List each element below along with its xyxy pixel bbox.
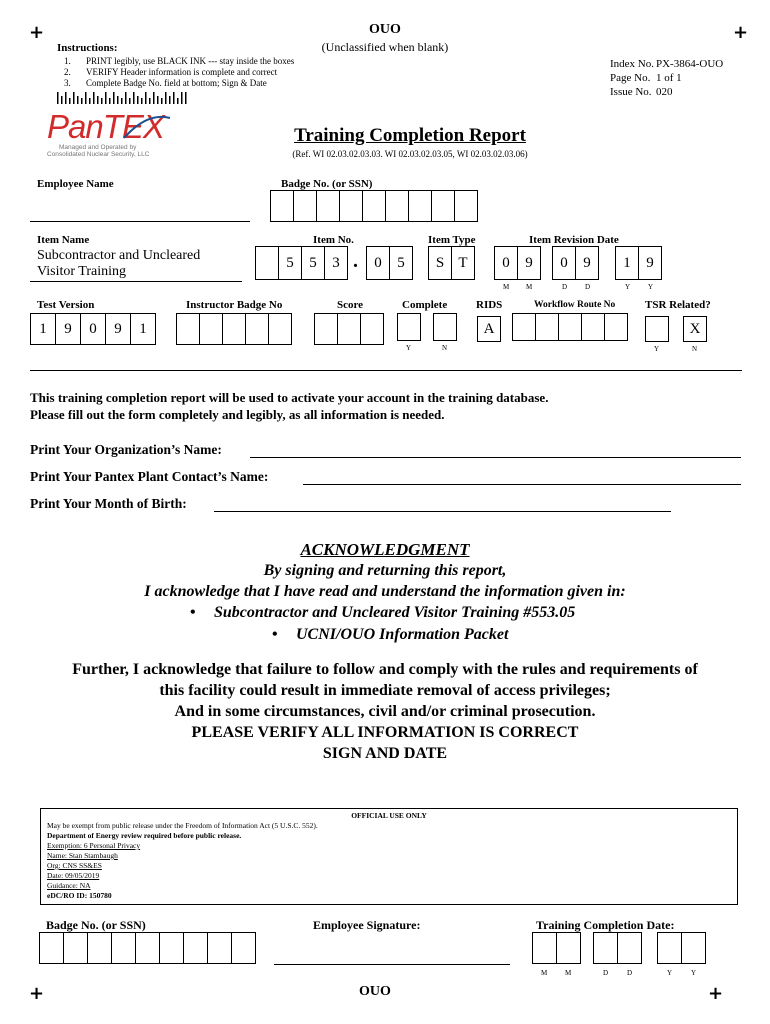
revision-sub-label: D xyxy=(562,283,568,291)
completion-date-sub: D xyxy=(603,969,609,977)
revision-digit: 0 xyxy=(552,246,576,280)
test-version-digit: 0 xyxy=(80,313,106,345)
completion-date-box[interactable] xyxy=(617,932,642,964)
ouo-edc-id: eDC/RO ID: 150780 xyxy=(47,891,112,900)
registration-mark-bottom-left: + xyxy=(29,983,45,1004)
footer-badge-box[interactable] xyxy=(87,932,112,964)
instructor-badge-box xyxy=(268,313,292,345)
badge-digit-box[interactable] xyxy=(362,190,386,222)
month-of-birth-field[interactable] xyxy=(214,495,671,512)
footer-badge-box[interactable] xyxy=(135,932,160,964)
badge-digit-box[interactable] xyxy=(385,190,409,222)
revision-digit: 9 xyxy=(517,246,541,280)
acknowledgment-line2: I acknowledge that I have read and understand the information given in: xyxy=(144,583,626,600)
score-box xyxy=(337,313,361,345)
completion-date-box[interactable] xyxy=(681,932,706,964)
revision-digit: 9 xyxy=(638,246,662,280)
workflow-route-box xyxy=(512,313,536,341)
test-version-digit: 9 xyxy=(105,313,131,345)
official-use-only-title: OFFICIAL USE ONLY xyxy=(351,811,427,820)
item-name-underline xyxy=(30,266,242,282)
employee-name-label: Employee Name xyxy=(37,178,114,190)
revision-sub-label: Y xyxy=(625,283,631,291)
instructor-badge-box xyxy=(222,313,246,345)
section-divider xyxy=(30,370,742,371)
rids-label: RIDS xyxy=(476,299,503,311)
acknowledgment-bullet1: • Subcontractor and Uncleared Visitor Training #553.05 xyxy=(190,604,576,621)
completion-date-sub: M xyxy=(565,969,572,977)
month-of-birth-label: Print Your Month of Birth: xyxy=(30,496,187,511)
instructor-badge-box xyxy=(199,313,223,345)
badge-digit-box[interactable] xyxy=(339,190,363,222)
badge-digit-box[interactable] xyxy=(316,190,340,222)
index-block: Index No. PX-3864-OUO Page No. 1 of 1 Issue No. 020 xyxy=(610,58,724,98)
badge-digit-box[interactable] xyxy=(408,190,432,222)
workflow-route-box xyxy=(535,313,559,341)
employee-name-field[interactable] xyxy=(30,205,250,222)
ouo-exempt-text: May be exempt from public release under the Freedom of Information Act (5 U.S.C. 552). xyxy=(47,821,318,830)
organization-label: Print Your Organization’s Name: xyxy=(30,442,222,457)
registration-mark-bottom-right: + xyxy=(708,983,724,1004)
organization-field[interactable] xyxy=(250,441,741,458)
registration-mark-top-left: + xyxy=(29,22,45,43)
score-label: Score xyxy=(337,299,364,311)
completion-date-sub: Y xyxy=(667,969,673,977)
footer-badge-box[interactable] xyxy=(63,932,88,964)
test-version-digit: 1 xyxy=(30,313,56,345)
report-title: Training Completion Report xyxy=(294,125,526,146)
item-number-digit: 3 xyxy=(324,246,348,280)
item-type-char: S xyxy=(428,246,452,280)
tsr-yes-label: Y xyxy=(654,345,660,353)
complete-label: Complete xyxy=(402,299,448,311)
rids-value: A xyxy=(477,316,501,342)
test-version-digit: 9 xyxy=(55,313,81,345)
score-box xyxy=(360,313,384,345)
footer-badge-box[interactable] xyxy=(39,932,64,964)
revision-digit: 1 xyxy=(615,246,639,280)
completion-date-box[interactable] xyxy=(532,932,557,964)
ouo-marking-top: OUO xyxy=(369,22,401,37)
workflow-route-box xyxy=(604,313,628,341)
footer-badge-label: Badge No. (or SSN) xyxy=(46,918,146,932)
badge-digit-box[interactable] xyxy=(270,190,294,222)
item-number-label: Item No. xyxy=(313,234,354,246)
completion-date-sub: D xyxy=(627,969,633,977)
ouo-date: Date: 09/05/2019 xyxy=(47,871,100,880)
revision-digit: 9 xyxy=(575,246,599,280)
ouo-org: Org: CNS SS&ES xyxy=(47,861,102,870)
completion-date-box[interactable] xyxy=(556,932,581,964)
test-version-digit: 1 xyxy=(130,313,156,345)
item-type-char: T xyxy=(451,246,475,280)
badge-digit-box[interactable] xyxy=(454,190,478,222)
complete-no-box xyxy=(433,313,457,341)
completion-date-box[interactable] xyxy=(593,932,618,964)
ouo-name: Name: Stan Stambaugh xyxy=(47,851,118,860)
badge-number-label: Badge No. (or SSN) xyxy=(281,178,373,190)
employee-signature-label: Employee Signature: xyxy=(313,918,421,932)
item-number-digit: 5 xyxy=(301,246,325,280)
revision-sub-label: Y xyxy=(648,283,654,291)
tsr-related-label: TSR Related? xyxy=(645,299,711,311)
workflow-route-box xyxy=(558,313,582,341)
pantex-logo: PanTEX Managed and Operated by Consolidated Nuclear Security, LLC xyxy=(47,110,177,172)
ouo-doe-review: Department of Energy review required before public release. xyxy=(47,831,242,840)
logo-swoosh-icon xyxy=(122,112,172,142)
footer-badge-box[interactable] xyxy=(159,932,184,964)
instructions-list: 1. PRINT legibly, use BLACK INK --- stay inside the boxes 2. VERIFY Header information is complete and correct 3. Complete Badge No. field at bottom; Sign & Date xyxy=(64,56,295,88)
ouo-marking-bottom: OUO xyxy=(359,984,391,999)
further-acknowledgment: Further, I acknowledge that failure to follow and comply with the rules and requirements of this facility could result in immediate removal of access privileges; And in some circumstances, civil and/or criminal prosecution. PLEASE VERIFY ALL INFORMATION IS CORRECT SIGN AND DATE xyxy=(72,661,698,762)
item-number-dot: . xyxy=(353,250,358,272)
tsr-no-label: N xyxy=(692,345,698,353)
acknowledgment-line1: By signing and returning this report, xyxy=(263,562,507,579)
completion-date-sub: M xyxy=(541,969,548,977)
item-number-digit: 0 xyxy=(366,246,390,280)
completion-date-label: Training Completion Date: xyxy=(536,918,675,932)
revision-date-label: Item Revision Date xyxy=(529,234,619,246)
acknowledgment-bullet2: • UCNI/OUO Information Packet xyxy=(272,626,509,643)
item-type-label: Item Type xyxy=(428,234,476,246)
barcode-graphic xyxy=(57,91,187,102)
footer-badge-box[interactable] xyxy=(111,932,136,964)
completion-date-sub: Y xyxy=(691,969,697,977)
badge-digit-box[interactable] xyxy=(293,190,317,222)
item-number-digit: 5 xyxy=(389,246,413,280)
workflow-route-label: Workflow Route No xyxy=(534,300,616,310)
footer-badge-box[interactable] xyxy=(183,932,208,964)
registration-mark-top-right: + xyxy=(733,22,749,43)
plant-contact-field[interactable] xyxy=(303,468,741,485)
unclassified-note: (Unclassified when blank) xyxy=(321,40,449,54)
revision-sub-label: M xyxy=(503,283,510,291)
workflow-route-box xyxy=(581,313,605,341)
intro-text: This training completion report will be used to activate your account in the training database. Please fill out the form completely and legibly, as all information is needed. xyxy=(30,390,549,422)
employee-signature-field[interactable] xyxy=(274,948,510,965)
official-use-only-box xyxy=(40,808,738,905)
acknowledgment-title: ACKNOWLEDGMENT xyxy=(300,540,470,559)
item-name-label: Item Name xyxy=(37,234,90,246)
ouo-exemption: Exemption: 6 Personal Privacy xyxy=(47,841,141,850)
revision-digit: 0 xyxy=(494,246,518,280)
ouo-guidance: Guidance: NA xyxy=(47,881,91,890)
item-number-box xyxy=(255,246,279,280)
score-box xyxy=(314,313,338,345)
footer-badge-box[interactable] xyxy=(231,932,256,964)
item-number-digit: 5 xyxy=(278,246,302,280)
instructor-badge-box xyxy=(176,313,200,345)
item-name-value: Subcontractor and Uncleared Visitor Training xyxy=(37,248,201,279)
tsr-yes-box xyxy=(645,316,669,342)
footer-badge-box[interactable] xyxy=(207,932,232,964)
complete-yes-label: Y xyxy=(406,344,412,352)
revision-sub-label: D xyxy=(585,283,591,291)
instructions-title: Instructions: xyxy=(57,42,118,54)
completion-date-box[interactable] xyxy=(657,932,682,964)
revision-sub-label: M xyxy=(526,283,533,291)
instructor-badge-box xyxy=(245,313,269,345)
badge-digit-box[interactable] xyxy=(431,190,455,222)
test-version-label: Test Version xyxy=(37,299,95,311)
plant-contact-label: Print Your Pantex Plant Contact’s Name: xyxy=(30,469,269,484)
complete-yes-box xyxy=(397,313,421,341)
complete-no-label: N xyxy=(442,344,448,352)
tsr-no-box: X xyxy=(683,316,707,342)
instructor-badge-label: Instructor Badge No xyxy=(186,299,283,311)
report-reference: (Ref. WI 02.03.02.03.03. WI 02.03.02.03.05, WI 02.03.02.03.06) xyxy=(292,149,528,159)
